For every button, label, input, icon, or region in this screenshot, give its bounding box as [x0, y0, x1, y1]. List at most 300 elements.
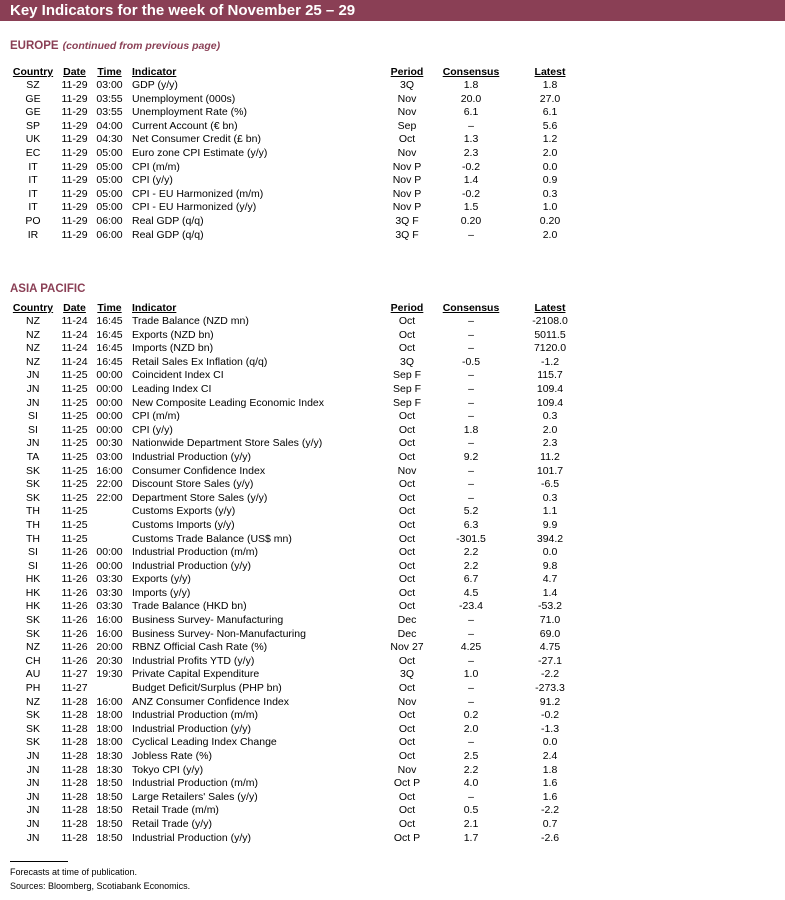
- cell-latest: 4.7: [542, 573, 558, 586]
- cell-date: 11-28: [61, 722, 88, 735]
- table-row: [10, 201, 590, 215]
- cell-country: EC: [25, 146, 41, 159]
- cell-country: JN: [26, 831, 40, 844]
- cell-country: SI: [28, 423, 38, 436]
- cell-time: 18:00: [96, 709, 123, 722]
- europe-section-title: [10, 40, 220, 52]
- cell-country: SK: [25, 464, 40, 477]
- cell-date: 11-25: [61, 532, 88, 545]
- cell-latest: 2.0: [542, 228, 558, 241]
- cell-date: 11-26: [61, 586, 88, 599]
- table-row: [10, 696, 590, 710]
- europe-table: [10, 66, 590, 242]
- cell-time: 16:00: [96, 627, 123, 640]
- cell-date: 11-25: [61, 491, 88, 504]
- cell-time: 18:00: [96, 722, 123, 735]
- cell-time: 16:45: [96, 355, 123, 368]
- cell-indicator: Jobless Rate (%): [132, 750, 212, 762]
- cell-time: 22:00: [96, 478, 123, 491]
- cell-consensus: –: [468, 491, 474, 504]
- table-row: [10, 342, 590, 356]
- cell-consensus: –: [468, 654, 474, 667]
- cell-latest: 9.9: [542, 518, 558, 531]
- cell-date: 11-28: [61, 695, 88, 708]
- cell-indicator: Department Store Sales (y/y): [132, 491, 268, 504]
- cell-time: [93, 505, 126, 519]
- cell-time: 03:55: [96, 106, 123, 119]
- cell-indicator: Customs Trade Balance (US$ mn): [132, 532, 292, 545]
- cell-consensus: 6.3: [463, 518, 479, 531]
- cell-latest: 1.2: [542, 133, 558, 146]
- cell-latest: 1.8: [542, 763, 558, 776]
- cell-indicator: Retail Trade (y/y): [132, 817, 212, 830]
- cell-date: 11-25: [61, 396, 88, 409]
- cell-latest: 0.20: [539, 214, 561, 227]
- cell-country: SK: [25, 709, 40, 722]
- cell-indicator: Industrial Production (y/y): [132, 831, 252, 844]
- europe-table-body: [10, 79, 590, 242]
- cell-country: IT: [28, 160, 38, 173]
- cell-country: IT: [28, 201, 38, 214]
- cell-time: 18:50: [96, 831, 123, 844]
- cell-period: 3Q F: [395, 228, 419, 241]
- cell-consensus: 0.20: [460, 214, 482, 227]
- cell-consensus: 2.1: [463, 817, 479, 830]
- cell-latest: 1.4: [542, 586, 558, 599]
- table-row: [10, 682, 590, 696]
- cell-consensus: –: [468, 464, 474, 477]
- cell-date: 11-26: [61, 546, 88, 559]
- cell-country: PO: [25, 214, 41, 227]
- cell-country: JN: [26, 396, 40, 409]
- cell-country: TH: [26, 518, 40, 531]
- cell-country: IT: [28, 174, 38, 187]
- col-date: Date: [63, 302, 86, 314]
- cell-period: Oct: [398, 491, 416, 504]
- col-period: Period: [390, 66, 424, 78]
- cell-indicator: CPI (y/y): [132, 174, 173, 187]
- cell-period: Sep: [397, 119, 417, 132]
- cell-date: 11-25: [61, 437, 88, 450]
- cell-time: 22:00: [96, 491, 123, 504]
- table-row: [10, 614, 590, 628]
- cell-latest: 0.0: [542, 546, 558, 559]
- cell-period: Oct: [398, 315, 416, 327]
- cell-consensus: –: [468, 614, 474, 627]
- cell-date: 11-27: [61, 682, 88, 695]
- cell-date: 11-29: [61, 160, 88, 173]
- cell-consensus: 20.0: [460, 92, 482, 105]
- cell-consensus: 1.8: [463, 423, 479, 436]
- cell-latest: 1.1: [542, 505, 558, 518]
- cell-date: 11-25: [61, 478, 88, 491]
- cell-period: Nov: [397, 695, 417, 708]
- cell-latest: -0.2: [540, 709, 560, 722]
- cell-period: Sep F: [392, 369, 421, 382]
- cell-time: 04:00: [96, 119, 123, 132]
- table-row: [10, 641, 590, 655]
- cell-date: 11-29: [61, 201, 88, 214]
- cell-indicator: CPI - EU Harmonized (y/y): [132, 201, 257, 214]
- cell-period: Oct: [398, 722, 416, 735]
- cell-country: CH: [25, 654, 41, 667]
- cell-country: JN: [26, 763, 40, 776]
- cell-latest: -2.2: [540, 668, 560, 681]
- cell-indicator: Private Capital Expenditure: [132, 668, 260, 681]
- col-latest: Latest: [534, 66, 566, 78]
- col-date: Date: [63, 66, 86, 78]
- cell-latest: -273.3: [535, 682, 565, 695]
- cell-latest: -53.2: [538, 600, 562, 613]
- cell-indicator: Real GDP (q/q): [132, 228, 204, 241]
- cell-period: Oct: [398, 478, 416, 491]
- cell-indicator: Imports (y/y): [132, 586, 191, 599]
- cell-date: 11-28: [61, 709, 88, 722]
- cell-date: 11-25: [61, 382, 88, 395]
- cell-indicator: Industrial Production (m/m): [132, 709, 259, 722]
- table-row: [10, 437, 590, 451]
- cell-time: 04:30: [96, 133, 123, 146]
- cell-indicator: Cyclical Leading Index Change: [132, 736, 277, 749]
- table-row: [10, 546, 590, 560]
- cell-consensus: –: [468, 478, 474, 491]
- cell-date: 11-24: [61, 328, 88, 341]
- table-row: [10, 791, 590, 805]
- footer-note: Forecasts at time of publication.: [10, 867, 138, 877]
- cell-time: 18:30: [96, 763, 123, 776]
- cell-country: PH: [25, 682, 41, 695]
- cell-consensus: 1.5: [463, 201, 479, 214]
- cell-period: Nov P: [392, 160, 422, 173]
- cell-time: 00:00: [96, 396, 123, 409]
- cell-consensus: 2.2: [463, 559, 479, 572]
- table-row: [10, 709, 590, 723]
- cell-period: Nov P: [392, 201, 422, 214]
- table-row: [10, 804, 590, 818]
- cell-time: 18:00: [96, 736, 123, 749]
- europe-header-row: [10, 66, 590, 79]
- cell-consensus: 1.4: [463, 174, 479, 187]
- cell-date: 11-28: [61, 736, 88, 749]
- cell-period: Oct: [398, 133, 416, 146]
- cell-period: Dec: [397, 614, 417, 627]
- cell-country: JN: [26, 382, 40, 395]
- cell-indicator: Business Survey- Manufacturing: [132, 614, 284, 627]
- cell-indicator: Consumer Confidence Index: [132, 464, 266, 477]
- cell-time: 16:00: [96, 464, 123, 477]
- cell-country: NZ: [26, 355, 40, 368]
- table-row: [10, 505, 590, 519]
- cell-country: TA: [26, 450, 40, 463]
- cell-time: 18:30: [96, 750, 123, 762]
- cell-indicator: Leading Index CI: [132, 382, 212, 395]
- cell-indicator: Exports (NZD bn): [132, 328, 214, 341]
- cell-country: NZ: [26, 641, 40, 654]
- cell-indicator: Coincident Index CI: [132, 369, 224, 382]
- table-row: [10, 410, 590, 424]
- cell-latest: 2.3: [542, 437, 558, 450]
- cell-indicator: Customs Exports (y/y): [132, 505, 236, 518]
- cell-latest: 71.0: [539, 614, 561, 627]
- table-row: [10, 215, 590, 229]
- cell-period: Oct: [398, 559, 416, 572]
- cell-date: 11-27: [61, 668, 88, 681]
- cell-latest: 1.0: [542, 201, 558, 214]
- cell-time: 00:00: [96, 369, 123, 382]
- cell-date: 11-28: [61, 817, 88, 830]
- cell-period: Oct: [398, 532, 416, 545]
- cell-country: NZ: [26, 315, 40, 327]
- cell-date: 11-29: [61, 228, 88, 241]
- cell-time: 16:45: [96, 328, 123, 341]
- cell-period: Oct: [398, 573, 416, 586]
- cell-date: 11-26: [61, 641, 88, 654]
- cell-indicator: RBNZ Official Cash Rate (%): [132, 641, 268, 654]
- cell-consensus: –: [468, 682, 474, 695]
- table-row: [10, 492, 590, 506]
- col-country: Country: [12, 302, 54, 314]
- cell-latest: -1.3: [540, 722, 560, 735]
- cell-consensus: –: [468, 119, 474, 132]
- cell-latest: 0.3: [542, 491, 558, 504]
- cell-period: Dec: [397, 627, 417, 640]
- cell-country: JN: [26, 750, 40, 762]
- cell-date: 11-25: [61, 450, 88, 463]
- cell-time: 05:00: [96, 160, 123, 173]
- col-consensus: Consensus: [442, 302, 500, 314]
- table-row: [10, 519, 590, 533]
- cell-date: 11-26: [61, 627, 88, 640]
- cell-date: 11-28: [61, 750, 88, 762]
- cell-consensus: –: [468, 695, 474, 708]
- table-row: [10, 120, 590, 134]
- table-row: [10, 587, 590, 601]
- col-consensus: Consensus: [442, 66, 500, 78]
- cell-time: 20:30: [96, 654, 123, 667]
- cell-indicator: ANZ Consumer Confidence Index: [132, 695, 289, 708]
- cell-indicator: Nationwide Department Store Sales (y/y): [132, 437, 323, 450]
- cell-period: Oct: [398, 654, 416, 667]
- cell-period: Oct: [398, 709, 416, 722]
- cell-period: Nov 27: [390, 641, 424, 654]
- cell-indicator: Trade Balance (NZD mn): [132, 315, 249, 327]
- cell-indicator: Discount Store Sales (y/y): [132, 478, 254, 491]
- cell-country: JN: [26, 804, 40, 817]
- cell-indicator: Exports (y/y): [132, 573, 191, 586]
- europe-title: EUROPE: [10, 40, 59, 52]
- cell-consensus: -23.4: [459, 600, 483, 613]
- cell-date: 11-24: [61, 355, 88, 368]
- cell-indicator: Industrial Production (m/m): [132, 546, 259, 559]
- cell-latest: 101.7: [536, 464, 564, 477]
- cell-period: Oct: [398, 423, 416, 436]
- cell-date: 11-25: [61, 369, 88, 382]
- cell-consensus: –: [468, 410, 474, 423]
- cell-indicator: Retail Sales Ex Inflation (q/q): [132, 355, 268, 368]
- cell-consensus: -0.2: [461, 187, 481, 200]
- cell-consensus: -301.5: [456, 532, 486, 545]
- cell-period: Oct: [398, 586, 416, 599]
- cell-date: 11-26: [61, 654, 88, 667]
- cell-latest: 0.3: [542, 187, 558, 200]
- cell-latest: -6.5: [540, 478, 560, 491]
- cell-latest: 11.2: [540, 450, 560, 463]
- cell-period: Oct: [398, 450, 416, 463]
- cell-period: Oct: [398, 736, 416, 749]
- col-indicator: Indicator: [132, 302, 177, 314]
- cell-country: IR: [27, 228, 39, 241]
- cell-indicator: GDP (y/y): [132, 79, 178, 91]
- cell-period: Sep F: [392, 382, 421, 395]
- cell-time: 06:00: [96, 214, 123, 227]
- cell-time: 16:00: [96, 695, 123, 708]
- cell-period: Sep F: [392, 396, 421, 409]
- table-row: [10, 424, 590, 438]
- cell-country: NZ: [26, 695, 40, 708]
- cell-country: HK: [25, 586, 41, 599]
- cell-consensus: 1.3: [463, 133, 479, 146]
- cell-indicator: Industrial Production (y/y): [132, 722, 252, 735]
- cell-latest: 4.75: [539, 641, 561, 654]
- cell-consensus: 9.2: [463, 450, 479, 463]
- cell-indicator: Real GDP (q/q): [132, 214, 204, 227]
- table-row: [10, 229, 590, 243]
- cell-date: 11-24: [61, 315, 88, 327]
- europe-subtitle: (continued from previous page): [62, 40, 221, 52]
- cell-time: [93, 519, 126, 533]
- cell-period: Oct: [398, 437, 416, 450]
- cell-latest: 69.0: [539, 627, 561, 640]
- cell-latest: 6.1: [542, 106, 558, 119]
- cell-consensus: 4.0: [463, 777, 479, 790]
- cell-country: NZ: [26, 342, 40, 355]
- asia-header-row: [10, 302, 590, 315]
- table-row: [10, 723, 590, 737]
- cell-period: 3Q F: [395, 214, 419, 227]
- table-row: [10, 93, 590, 107]
- table-row: [10, 478, 590, 492]
- cell-date: 11-29: [61, 79, 88, 91]
- asia-title: ASIA PACIFIC: [10, 283, 86, 295]
- table-row: [10, 174, 590, 188]
- cell-time: 06:00: [96, 228, 123, 241]
- cell-latest: 5011.5: [534, 328, 566, 341]
- cell-latest: 27.0: [539, 92, 561, 105]
- cell-latest: 1.8: [542, 79, 558, 91]
- cell-date: 11-29: [61, 174, 88, 187]
- asia-section-title: [10, 283, 85, 295]
- page-banner: [0, 0, 785, 21]
- cell-period: Oct: [398, 600, 416, 613]
- cell-time: 18:50: [96, 817, 123, 830]
- cell-latest: 0.3: [542, 410, 558, 423]
- cell-consensus: 2.0: [463, 722, 479, 735]
- cell-latest: -2.6: [540, 831, 560, 844]
- cell-time: [93, 682, 126, 696]
- cell-indicator: Retail Trade (m/m): [132, 804, 219, 817]
- cell-time: 05:00: [96, 174, 123, 187]
- cell-time: 03:30: [96, 600, 123, 613]
- cell-indicator: CPI - EU Harmonized (m/m): [132, 187, 264, 200]
- cell-indicator: Trade Balance (HKD bn): [132, 600, 247, 613]
- cell-country: SK: [25, 736, 40, 749]
- cell-country: SI: [28, 410, 38, 423]
- cell-date: 11-25: [61, 518, 88, 531]
- cell-period: Nov: [397, 92, 417, 105]
- table-row: [10, 832, 590, 846]
- cell-consensus: 4.5: [463, 586, 479, 599]
- cell-indicator: Tokyo CPI (y/y): [132, 763, 204, 776]
- cell-date: 11-29: [61, 106, 88, 119]
- cell-latest: 115.7: [537, 369, 563, 382]
- cell-time: 00:30: [96, 437, 123, 450]
- table-row: [10, 356, 590, 370]
- cell-period: Oct: [398, 518, 416, 531]
- cell-indicator: Net Consumer Credit (£ bn): [132, 133, 261, 146]
- cell-latest: 109.4: [536, 382, 564, 395]
- cell-time: 16:45: [96, 342, 123, 355]
- cell-country: SK: [25, 627, 40, 640]
- cell-latest: 109.4: [536, 396, 564, 409]
- cell-date: 11-26: [61, 559, 88, 572]
- table-row: [10, 161, 590, 175]
- cell-time: 18:50: [96, 790, 123, 803]
- cell-country: SK: [25, 722, 40, 735]
- cell-time: 00:00: [96, 559, 123, 572]
- cell-latest: 91.2: [539, 695, 561, 708]
- cell-country: SZ: [26, 79, 40, 91]
- cell-latest: 0.7: [542, 817, 558, 830]
- table-row: [10, 329, 590, 343]
- cell-country: SI: [28, 546, 38, 559]
- cell-time: 03:55: [96, 92, 123, 105]
- cell-indicator: Industrial Profits YTD (y/y): [132, 654, 255, 667]
- cell-consensus: 5.2: [463, 505, 479, 518]
- cell-indicator: Large Retailers' Sales (y/y): [132, 790, 258, 803]
- cell-period: Oct: [398, 328, 416, 341]
- table-row: [10, 79, 590, 93]
- table-row: [10, 560, 590, 574]
- cell-consensus: –: [468, 437, 474, 450]
- cell-consensus: –: [468, 627, 474, 640]
- cell-consensus: –: [468, 315, 474, 327]
- cell-period: Oct: [398, 342, 416, 355]
- cell-period: Nov P: [392, 187, 422, 200]
- cell-consensus: -0.2: [461, 160, 481, 173]
- cell-date: 11-26: [61, 600, 88, 613]
- cell-period: 3Q: [399, 355, 414, 368]
- cell-latest: -2108.0: [532, 315, 568, 327]
- cell-country: JN: [26, 369, 40, 382]
- footer-sources: Sources: Bloomberg, Scotiabank Economics.: [10, 881, 191, 891]
- cell-date: 11-29: [61, 146, 88, 159]
- cell-period: Nov: [397, 106, 417, 119]
- cell-period: Oct: [398, 804, 416, 817]
- table-row: [10, 315, 590, 329]
- col-latest: Latest: [534, 302, 566, 314]
- cell-country: JN: [26, 437, 40, 450]
- cell-country: HK: [25, 600, 41, 613]
- cell-time: 03:00: [96, 79, 123, 91]
- table-row: [10, 465, 590, 479]
- cell-indicator: Industrial Production (m/m): [132, 777, 259, 790]
- cell-latest: -27.1: [538, 654, 562, 667]
- cell-latest: 9.8: [542, 559, 558, 572]
- cell-consensus: 0.2: [463, 709, 479, 722]
- cell-latest: 2.0: [542, 423, 558, 436]
- cell-indicator: Business Survey- Non-Manufacturing: [132, 627, 306, 640]
- table-row: [10, 188, 590, 202]
